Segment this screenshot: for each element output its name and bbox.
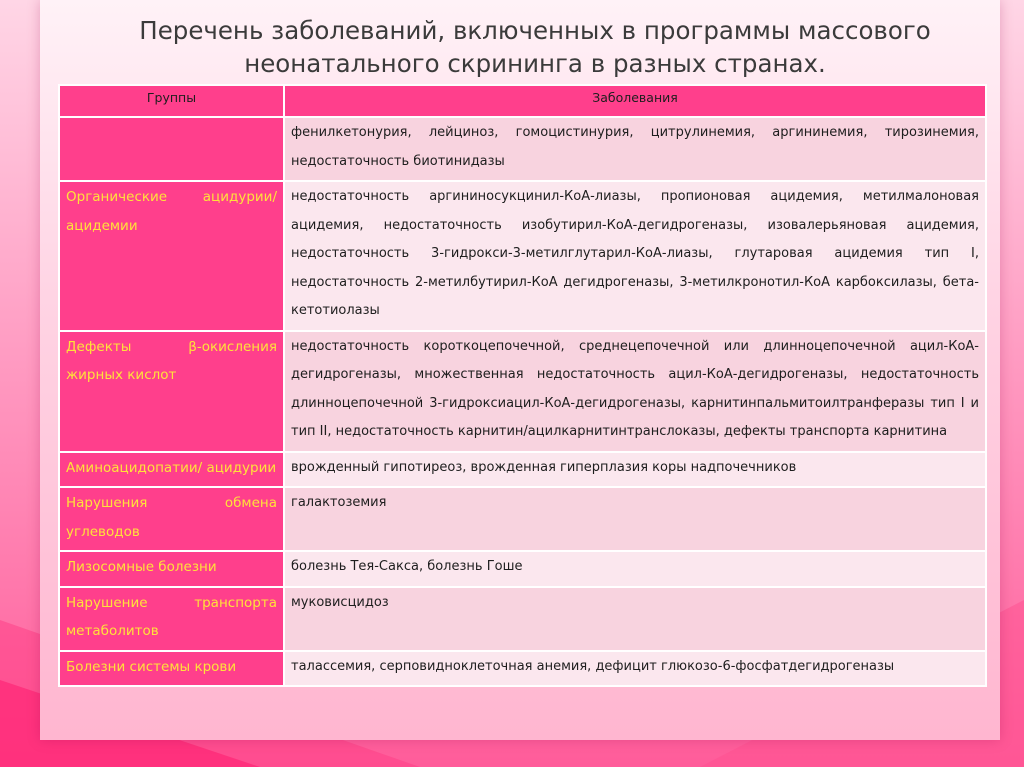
table-row bbox=[59, 452, 986, 488]
table-row bbox=[59, 117, 986, 181]
group-cell: Нарушение транспорта метаболитов bbox=[59, 587, 284, 651]
table-row bbox=[59, 181, 986, 331]
table-row bbox=[59, 651, 986, 687]
table-header-row bbox=[59, 85, 986, 117]
group-cell: Болезни системы крови bbox=[59, 651, 284, 687]
diseases-cell: муковисцидоз bbox=[284, 587, 986, 651]
table-row bbox=[59, 551, 986, 587]
diseases-cell: врожденный гипотиреоз, врожденная гиперплазия коры надпочечников bbox=[284, 452, 986, 488]
title-line-1: Перечень заболеваний, включенных в программы массового bbox=[139, 16, 931, 45]
slide-title bbox=[95, 14, 975, 80]
group-cell bbox=[59, 117, 284, 181]
diseases-cell: болезнь Тея-Сакса, болезнь Гоше bbox=[284, 551, 986, 587]
disease-table bbox=[58, 84, 987, 687]
group-cell: Нарушения обмена углеводов bbox=[59, 487, 284, 551]
header-diseases: Заболевания bbox=[284, 85, 986, 117]
diseases-cell: фенилкетонурия, лейциноз, гомоцистинурия, цитрулинемия, аргининемия, тирозинемия, недостаточность биотинидазы bbox=[284, 117, 986, 181]
diseases-cell: талассемия, серповидноклеточная анемия, дефицит глюкозо-6-фосфатдегидрогеназы bbox=[284, 651, 986, 687]
group-cell: Дефекты β-окисления жирных кислот bbox=[59, 331, 284, 452]
group-cell: Органические ацидурии/ ацидемии bbox=[59, 181, 284, 331]
title-line-2: неонатального скрининга в разных странах. bbox=[244, 49, 826, 78]
table-row bbox=[59, 331, 986, 452]
diseases-cell: недостаточность короткоцепочечной, среднецепочечной или длинноцепочечной ацил-КоА-дегидрогеназы, множественная недостаточность ацил-КоА-дегидрогеназы, недостаточность длинноцепочечной 3-гидроксиацил-КоА-дегидрогеназы, карнитинпальмитоилтранферазы тип I и тип II, недостаточность карнитин/ацилкарнитинтранслоказы, дефекты транспорта карнитина bbox=[284, 331, 986, 452]
header-groups: Группы bbox=[59, 85, 284, 117]
group-cell: Аминоацидопатии/ ацидурии bbox=[59, 452, 284, 488]
group-cell: Лизосомные болезни bbox=[59, 551, 284, 587]
diseases-cell: галактоземия bbox=[284, 487, 986, 551]
diseases-cell: недостаточность аргининосукцинил-КоА-лиазы, пропионовая ацидемия, метилмалоновая ацидемия, недостаточность изобутирил-КоА-дегидрогеназы, изовалерьяновая ацидемия, недостаточность 3-гидрокси-3-метилглутарил-КоА-лиазы, глутаровая ацидемия тип I, недостаточность 2-метилбутирил-КоА дегидрогеназы, 3-метилкронотил-КоА карбоксилазы, бета-кетотиолазы bbox=[284, 181, 986, 331]
table-row bbox=[59, 587, 986, 651]
table-row bbox=[59, 487, 986, 551]
